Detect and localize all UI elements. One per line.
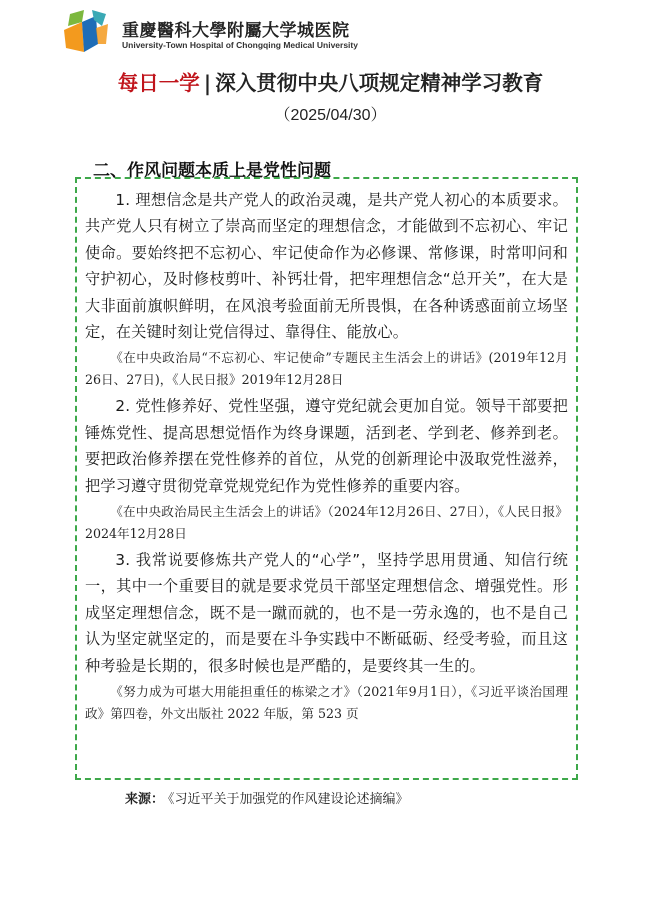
item-3-text: 3. 我常说要修炼共产党人的“心学”，坚持学思用贯通、知信行统一，其中一个重要目的就是要求党员干部坚定理想信念、增强党性。形成坚定理想信念，既不是一蹴而就的，也不是一劳永逸的，也不是自己认为坚定就坚定的，而是要在斗争实践中不断砥砺、经受考验，而且这种考验是长期的，很多时候也是严酷的，是要终其一生的。 [85, 551, 568, 675]
title-highlight: 每日一学 [117, 71, 200, 95]
source-label: 来源： [125, 792, 165, 807]
hospital-name-cn: 重慶醫科大學附屬大学城医院 [122, 21, 350, 41]
page-title [0, 66, 661, 96]
source-line [125, 788, 409, 807]
source-text: 《习近平关于加强党的作风建设论述摘编》 [168, 792, 409, 807]
item-3-citation: 《努力成为可堪大用能担重任的栋梁之才》（2021年9月1日），《习近平谈治国理政》第四卷，外文出版社 2022 年版，第 523 页 [85, 684, 568, 722]
item-2-citation: 《在中央政治局民主生活会上的讲话》（2024年12月26日、27日），《人民日报》2024年12月28日 [85, 504, 568, 542]
item-2-text: 2. 党性修养好、党性坚强，遵守党纪就会更加自觉。领导干部要把锤炼党性、提高思想觉悟作为终身课题，活到老、学到老、修养到老。要把政治修养摆在党性修养的首位，从党的创新理论中汲取党性滋养，把学习遵守贯彻党章党规党纪作为党性修养的重要内容。 [85, 397, 568, 495]
publish-date: （2025/04/30） [274, 107, 387, 124]
title-rest: 深入贯彻中央八项规定精神学习教育 [215, 71, 544, 95]
hospital-header [62, 8, 622, 58]
hospital-name-en: University-Town Hospital of Chongqing Medical University [122, 40, 358, 50]
content-box [75, 177, 578, 780]
title-separator: | [203, 71, 212, 95]
item-1-text: 1. 理想信念是共产党人的政治灵魂，是共产党人初心的本质要求。共产党人只有树立了崇高而坚定的理想信念，才能做到不忘初心、牢记使命。要始终把不忘初心、牢记使命作为必修课、常修课，时常叩问和守护初心，及时修枝剪叶、补钙壮骨，把牢理想信念“总开关”，在大是大非面前旗帜鲜明，在风浪考验面前无所畏惧，在各种诱惑面前立场坚定，在关键时刻让党信得过、靠得住、能放心。 [85, 191, 568, 342]
item-1-citation: 《在中央政治局“不忘初心、牢记使命”专题民主生活会上的讲话》(2019年12月26日、27日)，《人民日报》2019年12月28日 [85, 350, 568, 388]
hospital-logo-icon [62, 8, 110, 54]
section-heading: 二、作风问题本质上是党性问题 [93, 161, 331, 181]
